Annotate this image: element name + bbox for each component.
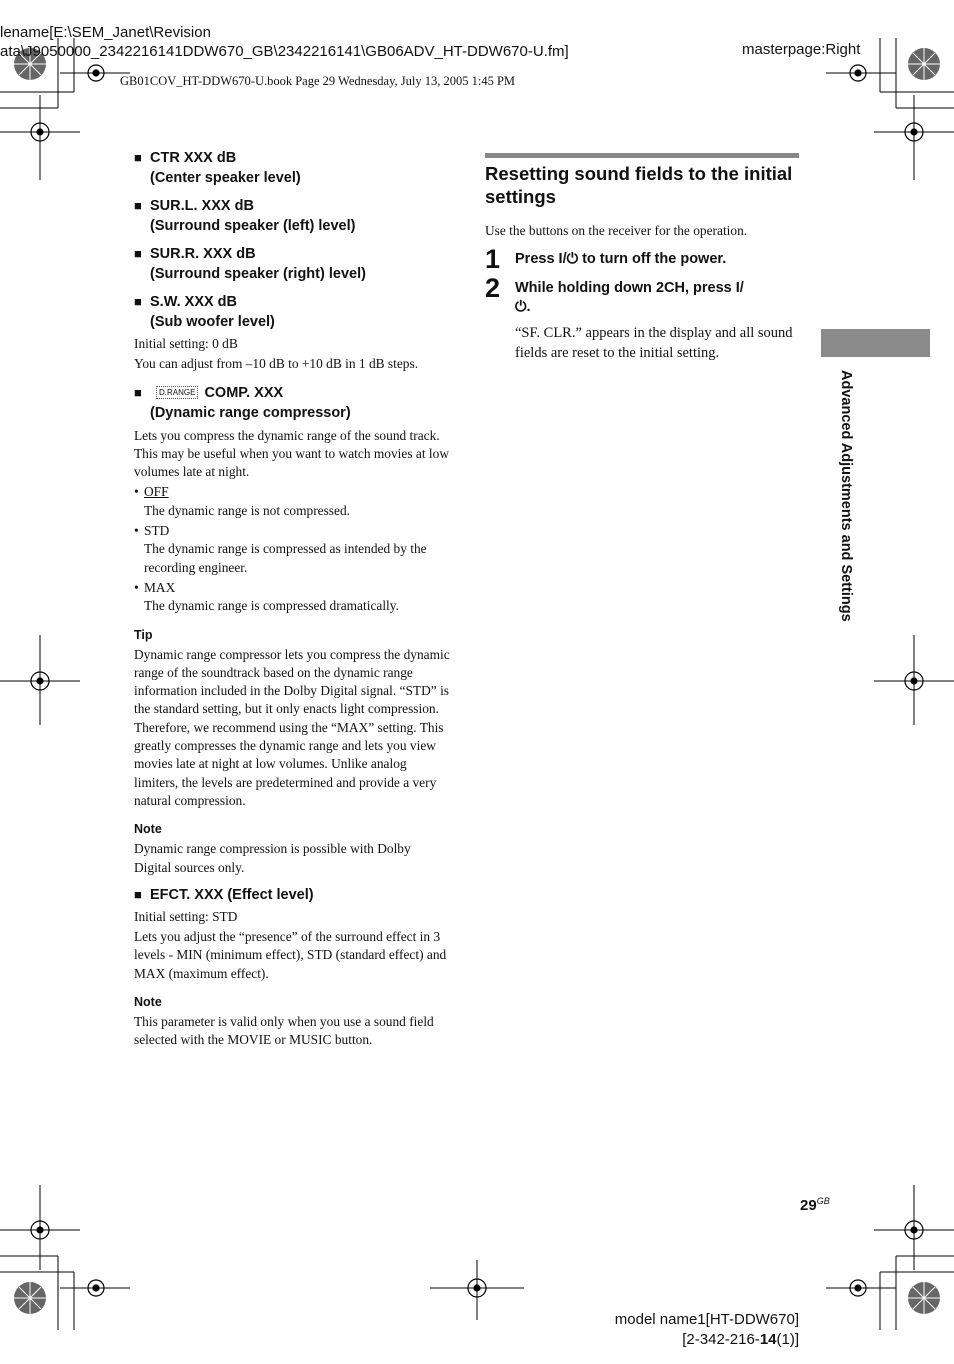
book-info-line: GB01COV_HT-DDW670-U.book Page 29 Wednesday, July 13, 2005 1:45 PM xyxy=(120,74,516,88)
left-column xyxy=(134,148,450,1050)
option-max-desc: The dynamic range is compressed dramatically. xyxy=(144,598,399,614)
setting-sur-l: ■ SUR.L. XXX dB (Surround speaker (left) level) xyxy=(134,198,356,234)
setting-sur-r: ■ SUR.R. XXX dB (Surround speaker (right) level) xyxy=(134,246,366,282)
filename-line-2: ata\J9050000_2342216141DDW670_GB\2342216141\GB06ADV_HT-DDW670-U.fm] xyxy=(0,43,569,60)
option-max: • MAX xyxy=(134,579,176,595)
chapter-label: Advanced Adjustments and Settings xyxy=(838,370,854,622)
right-column xyxy=(485,153,799,363)
note-text-2: This parameter is valid only when you use a sound field selected with the MOVIE or MUSIC button. xyxy=(134,1014,434,1048)
part-code: [2-342-216-14(1)] xyxy=(682,1331,799,1348)
d-range-icon: D.RANGE xyxy=(156,386,198,399)
model-name: model name1[HT-DDW670] xyxy=(614,1311,799,1328)
option-off-desc: The dynamic range is not compressed. xyxy=(144,502,351,518)
adjust-range-text: You can adjust from –10 dB to +10 dB in 1 dB steps. xyxy=(134,356,419,372)
option-off: • OFF xyxy=(134,484,169,500)
setting-sw: ■ S.W. XXX dB (Sub woofer level) xyxy=(134,294,275,330)
chapter-tab xyxy=(821,329,930,357)
note-text-1: Dynamic range compression is possible with Dolby Digital sources only. xyxy=(134,841,411,875)
tip-label: Tip xyxy=(134,627,153,642)
section-title: Resetting sound fields to the initial settings xyxy=(485,163,793,207)
setting-ctr: ■ CTR XXX dB (Center speaker level) xyxy=(134,150,301,186)
section-intro: Use the buttons on the receiver for the operation. xyxy=(485,223,748,238)
step-1: 1 Press I/⏻ to turn off the power. xyxy=(485,244,727,275)
masterpage-label: masterpage:Right xyxy=(742,41,861,58)
setting-comp: ■ D.RANGE COMP. XXX (Dynamic range compressor) xyxy=(134,384,351,421)
step-2: 2 While holding down 2CH, press I/⏻. “SF. CLR.” appears in the display and all sound fields are reset to the initial setting. xyxy=(485,279,799,363)
efct-description: Lets you adjust the “presence” of the surround effect in 3 levels - MIN (minimum effect), STD (standard effect) and MAX (maximum effect). xyxy=(134,929,447,981)
initial-setting-db: Initial setting: 0 dB xyxy=(134,336,238,351)
page-number: $29^{GB}$ xyxy=(800,1196,830,1214)
option-std: • STD xyxy=(134,523,170,539)
setting-efct: ■ EFCT. XXX (Effect level) xyxy=(134,886,314,903)
step-2-description: “SF. CLR.” appears in the display and all sound fields are reset to the initial setting. xyxy=(515,325,793,362)
section-rule xyxy=(485,153,799,158)
option-std-desc: The dynamic range is compressed as intended by the recording engineer. xyxy=(144,541,427,575)
filename-line-1: lename[E:\SEM_Janet\Revision xyxy=(0,24,211,41)
efct-initial: Initial setting: STD xyxy=(134,908,238,924)
tip-text: Dynamic range compressor lets you compress the dynamic range of the soundtrack based on the dynamic range information included in the Dolby Digital signal. “STD” is the standard setting, but it only enacts light compression. Therefore, we recommend using the “MAX” setting. This greatly compresses the dynamic range and lets you view movies late at night at low volumes. Unlike analog limiters, the levels are predetermined and provide a very natural compression. xyxy=(134,646,450,808)
note-label-1: Note xyxy=(134,822,162,837)
comp-description: Lets you compress the dynamic range of the sound track. This may be useful when you want to watch movies at low volumes late at night. xyxy=(134,427,449,480)
note-label-2: Note xyxy=(134,995,162,1010)
